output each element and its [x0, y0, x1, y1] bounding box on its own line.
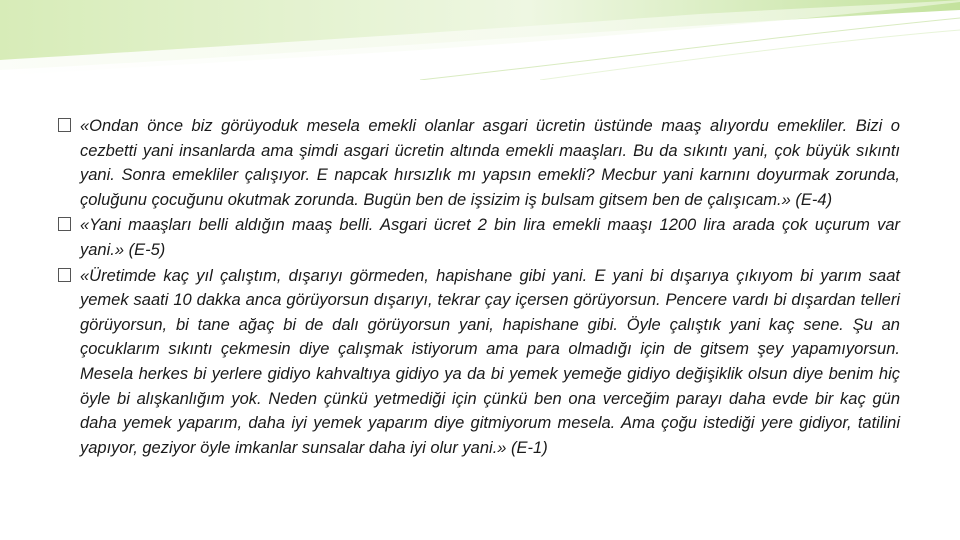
list-item	[58, 114, 900, 212]
header-decoration	[0, 0, 960, 80]
square-bullet-icon	[58, 268, 71, 282]
quote-text: «Yani maaşları belli aldığın maaş belli. Asgari ücret 2 bin lira emekli maaşı 1200 lira arada çok uçurum var yani.» (E-5)	[80, 216, 900, 259]
square-bullet-icon	[58, 217, 71, 231]
header-wave-line-2	[540, 30, 960, 80]
quote-list	[58, 114, 900, 461]
quote-text: «Üretimde kaç yıl çalıştım, dışarıyı görmeden, hapishane gibi yani. E yani bi dışarıya çıkıyom bi yarım saat yemek saati 10 dakka anca görüyorsun dışarıyı, tekrar çay içersen görüyorsun. Pencere vardı bi dışardan telleri görüyorsun, bi tane ağaç bi de dalı görüyorsun yani, hapishane gibi. Öyle çalıştık yani kaç sene. Şu an çocuklarım sıkıntı çekmesin diye çalışmak istiyorum ama para olmadığı için de gitsem şey yapamıyorsun. Mesela herkes bi yerlere gidiyo kahvaltıya gidiyo ya da bi yemek yemeğe gidiyo değişiklik olsun diye benim hiç öyle bi alışkanlığım yok. Neden çünkü yetmediği için çünkü ben ona verceğim parayı daha evde bir kaç gün daha yemek yaparım, daha iyi yemek yaparım diye gitmiyorum mesela. Ama çoğu istediği yere gidiyor, tatilini yapıyor, geziyor öyle imkanlar sunsalar daha iyi olur yani.» (E-1)	[80, 266, 900, 457]
list-item	[58, 213, 900, 262]
list-item	[58, 264, 900, 461]
square-bullet-icon	[58, 118, 71, 132]
quote-text: «Ondan önce biz görüyoduk mesela emekli olanlar asgari ücretin üstünde maaş alıyordu emekliler. Bizi o cezbetti yani insanlarda ama şimdi asgari ücretin altında emekli maaşları. Bu da sıkıntı yani, çok büyük sıkıntı yani. Sonra emekliler çalışıyor. E napcak hırsızlık mı yapsın emekli? Mecbur yani karnını doyurmak zorunda, çoluğunu çocuğunu okutmak zorunda. Bugün ben de işsizim iş bulsam gitsem ben de çalışıcam.» (E-4)	[80, 117, 900, 209]
